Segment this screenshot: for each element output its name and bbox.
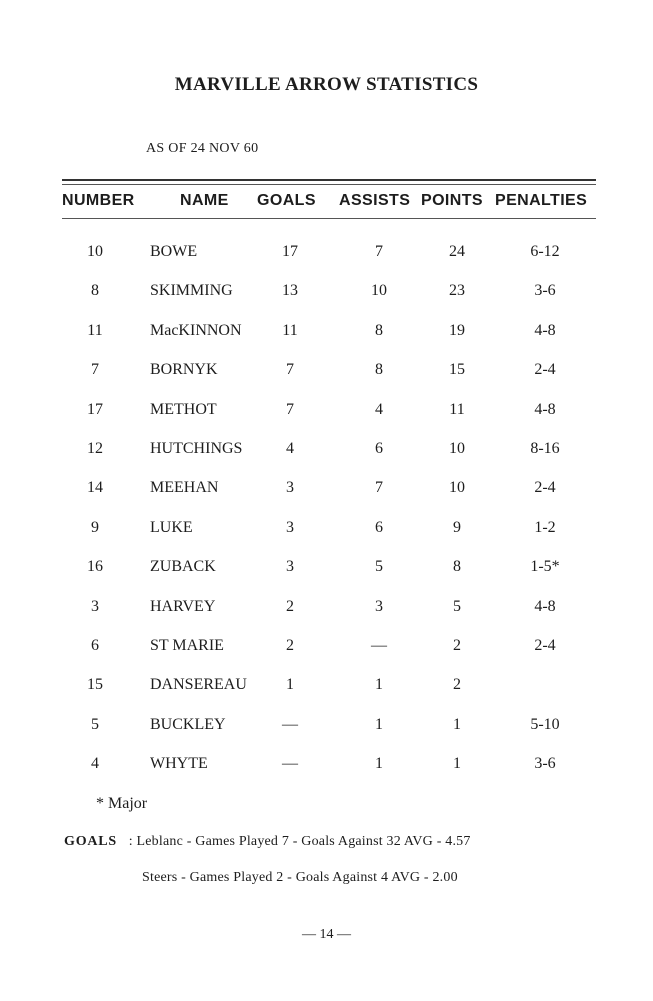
player-number: 16 bbox=[87, 558, 103, 576]
player-number: 17 bbox=[87, 400, 103, 418]
player-number: 14 bbox=[87, 479, 103, 497]
player-penalties: 2-4 bbox=[534, 361, 556, 379]
player-number: 5 bbox=[91, 715, 99, 733]
table-row bbox=[0, 637, 653, 661]
player-name: ST MARIE bbox=[150, 637, 224, 654]
col-header-points: POINTS bbox=[421, 192, 483, 209]
player-assists: 7 bbox=[375, 479, 383, 497]
player-penalties: 1-5* bbox=[530, 558, 560, 576]
table-row bbox=[0, 598, 653, 622]
player-name: SKIMMING bbox=[150, 282, 233, 300]
player-points: 8 bbox=[453, 558, 461, 576]
player-name: MacKINNON bbox=[150, 321, 242, 339]
player-number: 11 bbox=[87, 321, 103, 339]
player-name: WHYTE bbox=[150, 755, 208, 773]
player-goals: 7 bbox=[286, 400, 294, 418]
player-name: BUCKLEY bbox=[150, 715, 226, 733]
player-points: 2 bbox=[453, 676, 461, 694]
player-assists: 5 bbox=[375, 558, 383, 576]
player-goals: 13 bbox=[282, 282, 298, 300]
player-assists: 1 bbox=[375, 755, 383, 773]
player-name: HUTCHINGS bbox=[150, 440, 243, 457]
player-points: 2 bbox=[453, 637, 461, 654]
player-points: 15 bbox=[449, 361, 465, 379]
goalie-stats-2: Steers - Games Played 2 - Goals Against 4 AVG - 2.00 bbox=[142, 870, 458, 885]
page-number: — 14 — bbox=[302, 927, 351, 942]
player-points: 10 bbox=[449, 479, 465, 497]
player-goals: 4 bbox=[286, 440, 294, 457]
table-row bbox=[0, 282, 653, 306]
goalie-stats-1: : Leblanc - Games Played 7 - Goals Against 32 AVG - 4.57 bbox=[128, 834, 471, 849]
goalie-line-1 bbox=[64, 834, 471, 850]
table-row bbox=[0, 519, 653, 543]
player-assists: 6 bbox=[375, 518, 383, 536]
player-penalties: 3-6 bbox=[534, 282, 556, 300]
player-name: BORNYK bbox=[150, 361, 218, 379]
table-row bbox=[0, 676, 653, 700]
player-number: 9 bbox=[91, 518, 99, 536]
player-name: MEEHAN bbox=[150, 479, 219, 497]
player-points: 9 bbox=[453, 518, 461, 536]
player-name: HARVEY bbox=[150, 597, 216, 615]
player-number: 15 bbox=[87, 676, 103, 694]
col-header-penalties: PENALTIES bbox=[495, 192, 588, 209]
table-row bbox=[0, 361, 653, 385]
player-points: 5 bbox=[453, 597, 461, 615]
player-goals: 1 bbox=[286, 676, 294, 694]
player-penalties: 4-8 bbox=[534, 321, 556, 339]
player-points: 10 bbox=[449, 440, 465, 457]
player-assists: 8 bbox=[375, 321, 383, 339]
player-goals: 2 bbox=[286, 597, 294, 615]
player-penalties: 4-8 bbox=[534, 400, 556, 418]
player-penalties: 2-4 bbox=[534, 637, 556, 654]
col-header-assists: ASSISTS bbox=[339, 192, 411, 209]
as-of-date: AS OF 24 NOV 60 bbox=[146, 141, 259, 156]
player-assists: 1 bbox=[375, 715, 383, 733]
player-assists: 6 bbox=[375, 440, 383, 457]
col-header-goals: GOALS bbox=[257, 192, 316, 209]
player-name: DANSEREAU bbox=[150, 676, 247, 694]
player-assists: 8 bbox=[375, 361, 383, 379]
player-penalties: 1-2 bbox=[534, 518, 556, 536]
header-top-rule-secondary bbox=[62, 184, 596, 185]
col-header-name: NAME bbox=[180, 192, 229, 209]
player-number: 3 bbox=[91, 597, 99, 615]
player-name: LUKE bbox=[150, 518, 193, 536]
player-assists: 10 bbox=[371, 282, 387, 300]
player-goals: 3 bbox=[286, 479, 294, 497]
page-title: MARVILLE ARROW STATISTICS bbox=[174, 74, 479, 95]
player-assists: — bbox=[371, 637, 387, 654]
player-points: 1 bbox=[453, 755, 461, 773]
player-points: 23 bbox=[449, 282, 465, 300]
header-bottom-rule bbox=[62, 218, 596, 219]
goalie-label: GOALS bbox=[64, 834, 118, 849]
table-row bbox=[0, 322, 653, 346]
player-assists: 1 bbox=[375, 676, 383, 694]
player-name: BOWE bbox=[150, 243, 198, 260]
player-number: 10 bbox=[87, 243, 103, 260]
table-row bbox=[0, 243, 653, 267]
player-assists: 3 bbox=[375, 597, 383, 615]
player-goals: 3 bbox=[286, 518, 294, 536]
player-penalties: 2-4 bbox=[534, 479, 556, 497]
goalie-line-2 bbox=[142, 870, 458, 886]
player-goals: 11 bbox=[282, 321, 298, 339]
player-name: ZUBACK bbox=[150, 558, 216, 576]
player-number: 12 bbox=[87, 440, 103, 457]
player-goals: 7 bbox=[286, 361, 294, 379]
player-points: 19 bbox=[449, 321, 465, 339]
table-header bbox=[0, 192, 653, 214]
player-number: 4 bbox=[91, 755, 99, 773]
player-penalties: 3-6 bbox=[534, 755, 556, 773]
player-points: 24 bbox=[449, 243, 465, 260]
player-goals: 3 bbox=[286, 558, 294, 576]
player-number: 8 bbox=[91, 282, 99, 300]
player-penalties: 8-16 bbox=[530, 440, 560, 457]
player-assists: 7 bbox=[375, 243, 383, 260]
player-goals: 2 bbox=[286, 637, 294, 654]
table-row bbox=[0, 558, 653, 582]
player-points: 1 bbox=[453, 715, 461, 733]
player-penalties: 5-10 bbox=[530, 715, 560, 733]
table-row bbox=[0, 401, 653, 425]
player-goals: — bbox=[282, 755, 298, 773]
player-goals: — bbox=[282, 715, 298, 733]
col-header-number: NUMBER bbox=[62, 192, 135, 209]
player-penalties: 4-8 bbox=[534, 597, 556, 615]
player-number: 7 bbox=[91, 361, 99, 379]
player-assists: 4 bbox=[375, 400, 383, 418]
player-goals: 17 bbox=[282, 243, 298, 260]
table-row bbox=[0, 716, 653, 740]
player-name: METHOT bbox=[150, 400, 217, 418]
player-number: 6 bbox=[91, 637, 99, 654]
table-row bbox=[0, 755, 653, 779]
player-points: 11 bbox=[449, 400, 465, 418]
table-row bbox=[0, 479, 653, 503]
footnote: * Major bbox=[96, 795, 148, 812]
player-penalties: 6-12 bbox=[530, 243, 560, 260]
table-row bbox=[0, 440, 653, 464]
header-top-rule bbox=[62, 179, 596, 181]
